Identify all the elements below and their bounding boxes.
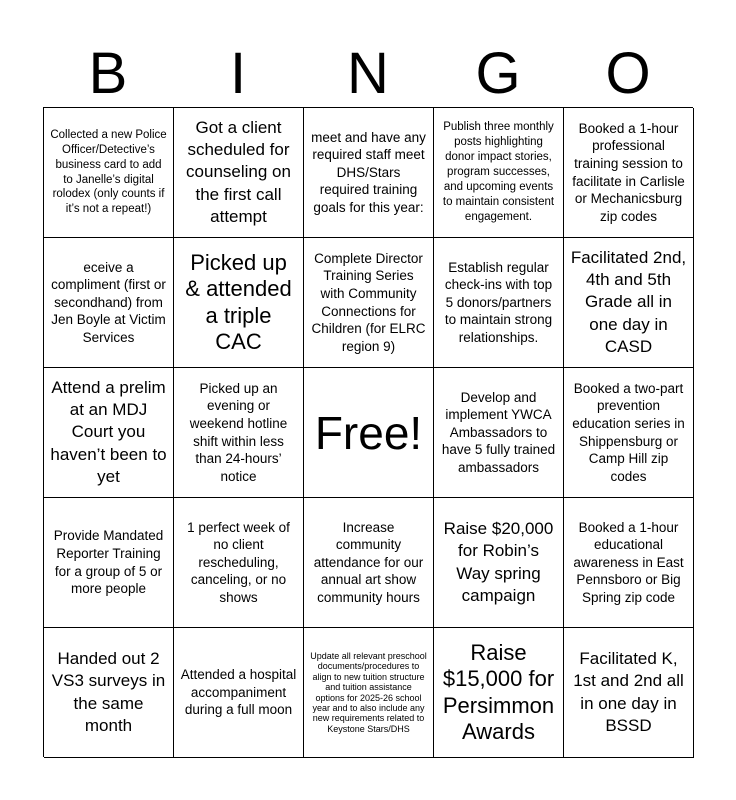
cell-text: Raise $20,000 for Robin’s Way spring campaign (443, 519, 554, 605)
bingo-cell-r3-c1[interactable] (44, 368, 174, 498)
bingo-cell-r3-c5[interactable] (564, 368, 694, 498)
bingo-cell-r3-c4[interactable] (434, 368, 564, 498)
bingo-cell-r4-c2[interactable] (174, 498, 304, 628)
header-letter-i: I (229, 41, 247, 106)
bingo-cell-r5-c2[interactable] (174, 628, 304, 758)
cell-text: Attend a prelim at an MDJ Court you haven’t been to yet (50, 378, 167, 486)
bingo-cell-r1-c1[interactable] (44, 108, 174, 238)
header-letter-n: N (347, 41, 389, 106)
bingo-cell-r5-c4[interactable] (434, 628, 564, 758)
cell-text: Develop and implement YWCA Ambassadors to have 5 fully trained ambassadors (441, 389, 556, 475)
cell-text: Attended a hospital accompaniment during a full moon (180, 667, 297, 718)
cell-text: Booked a 1-hour professional training session to facilitate in Carlisle or Mechanicsburg zip codes (572, 120, 685, 224)
bingo-cell-r4-c1[interactable] (44, 498, 174, 628)
free-space-text: Free! (314, 406, 423, 459)
bingo-board (43, 107, 693, 757)
bingo-cell-r5-c1[interactable] (44, 628, 174, 758)
bingo-cell-r2-c3[interactable] (304, 238, 434, 368)
bingo-cell-r2-c2[interactable] (174, 238, 304, 368)
bingo-cell-r3-c2[interactable] (174, 368, 304, 498)
cell-text: Increase community attendance for our annual art show community hours (313, 519, 424, 605)
cell-text: Booked a 1-hour educational awareness in East Pennsboro or Big Spring zip code (573, 519, 684, 605)
bingo-cell-r4-c5[interactable] (564, 498, 694, 628)
bingo-cell-free-space[interactable] (304, 368, 434, 498)
cell-text: 1 perfect week of no client rescheduling, canceling, or no shows (187, 519, 290, 605)
cell-text: Handed out 2 VS3 surveys in the same month (51, 649, 166, 735)
cell-text: Raise $15,000 for Persimmon Awards (442, 639, 555, 744)
bingo-cell-r1-c3[interactable] (304, 108, 434, 238)
cell-text: Booked a two-part prevention education series in Shippensburg or Camp Hill zip codes (572, 380, 685, 484)
header-letter-b: B (88, 41, 128, 106)
cell-text: Provide Mandated Reporter Training for a group of 5 or more people (53, 528, 164, 597)
bingo-cell-r2-c5[interactable] (564, 238, 694, 368)
bingo-cell-r1-c5[interactable] (564, 108, 694, 238)
cell-text: Facilitated 2nd, 4th and 5th Grade all in one day in CASD (570, 248, 687, 356)
bingo-cell-r5-c5[interactable] (564, 628, 694, 758)
bingo-cell-r4-c4[interactable] (434, 498, 564, 628)
cell-text: Establish regular check-ins with top 5 donors/partners to maintain strong relationships. (444, 259, 553, 345)
cell-text: Facilitated K, 1st and 2nd all in one day in BSSD (573, 649, 684, 735)
cell-text: Publish three monthly posts highlighting donor impact stories, program successes, and upcoming events to maintain consistent engagement. (442, 121, 555, 223)
bingo-cell-r2-c4[interactable] (434, 238, 564, 368)
header-letter-g: G (475, 41, 521, 106)
bingo-cell-r4-c3[interactable] (304, 498, 434, 628)
header-letter-o: O (605, 41, 651, 106)
cell-text: meet and have any required staff meet DHS/Stars required training goals for this year: (311, 129, 426, 215)
cell-text: eceive a compliment (first or secondhand) from Jen Boyle at Victim Services (51, 259, 166, 345)
bingo-cell-r5-c3[interactable] (304, 628, 434, 758)
cell-text: Picked up & attended a triple CAC (185, 249, 292, 354)
bingo-cell-r1-c2[interactable] (174, 108, 304, 238)
cell-text: Collected a new Police Officer/Detective’s business card to add to Janelle’s digital rolodex (only counts if it’s not a repeat!) (50, 128, 167, 216)
cell-text: Picked up an evening or weekend hotline shift within less than 24-hours’ notice (189, 380, 288, 484)
cell-text: Update all relevant preschool documents/procedures to align to new tuition structure and tuition assistance options for 2025-26 school year and to also include any new requirements related to Keystone Stars/DHS (310, 651, 427, 734)
bingo-cell-r2-c1[interactable] (44, 238, 174, 368)
cell-text: Got a client scheduled for counseling on the first call attempt (186, 118, 291, 226)
bingo-cell-r1-c4[interactable] (434, 108, 564, 238)
bingo-header (43, 40, 693, 108)
cell-text: Complete Director Training Series with Community Connections for Children (for ELRC region 9) (311, 250, 426, 354)
